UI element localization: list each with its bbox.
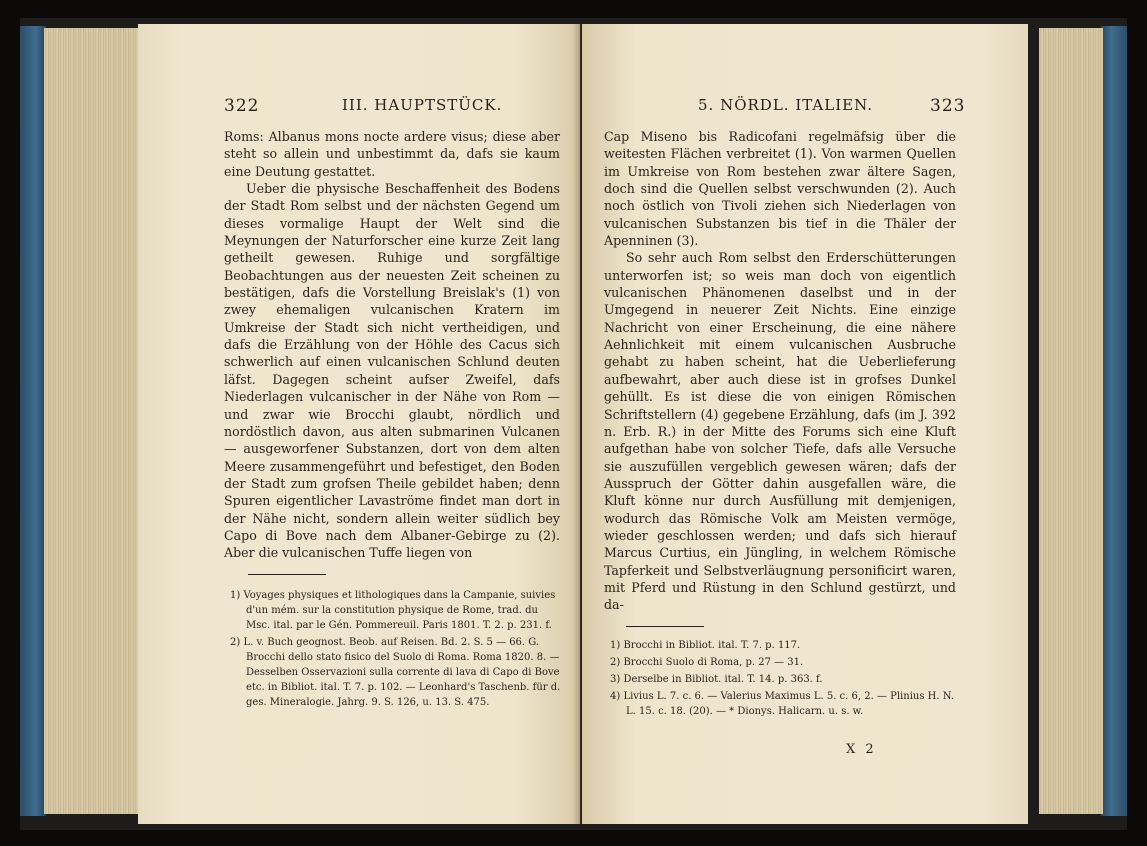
right-footnote-2: 2) Brocchi Suolo di Roma, p. 27 — 31. (610, 657, 804, 668)
right-body-text (604, 128, 956, 614)
cover-right (1101, 26, 1127, 816)
right-paragraph-1: Cap Miseno bis Radicofani regelmäfsig über die weitesten Flächen verbreitet (1). Von warmen Quellen im Umkreise von Rom bestehen zwar ältere Sagen, doch sind die Quellen selbst verschwunden (2). Auch noch östlich von Tivoli ziehen sich Niederlagen von vulcanischen Substanzen bis tief in die Thäler der Apenninen (3). (604, 129, 956, 249)
left-running-head: III. HAUPTSTÜCK. (342, 96, 503, 114)
right-page-number: 323 (930, 96, 966, 116)
left-paragraph-2: Ueber die physische Beschaffenheit des Bodens der Stadt Rom selbst und der nächsten Gegend um dieses vormalige Haupt der Welt sind die Meynungen der Naturforscher eine kurze Zeit lang getheilt gewesen. Ruhige und sorgfältige Beobachtungen aus der neuesten Zeit scheinen zu bestätigen, dafs die Vorstellung Breislak's (1) von zwey ehemaligen vulcanischen Kratern im Umkreise der Stadt sich nicht vertheidigen, und dafs die Erzählung von der Höhle des Cacus sich schwerlich auf einen vulcanischen Schlund deuten läfst. Dagegen scheint aufser Zweifel, dafs Niederlagen vulcanischer in der Nähe von Rom — und zwar wie Brocchi glaubt, nördlich und nordöstlich davon, aus alten submarinen Vulcanen — ausgeworfener Substanzen, dort von dem alten Meere zusammengeführt und befestiget, den Boden der Stadt zum grofsen Theile gebildet haben; denn Spuren eigentlicher Lavaströme findet man dort in der Nähe nicht, sondern allein weiter südlich bey Capo di Bove nach dem Albaner-Gebirge zu (2). Aber die vulcanischen Tuffe liegen von (224, 181, 560, 561)
right-footnote-4: 4) Livius L. 7. c. 6. — Valerius Maximus L. 5. c. 6, 2. — Plinius H. N. L. 15. c. 18. (20). — * Dionys. Halicarn. u. s. w. (610, 691, 955, 717)
page-edges-right (1039, 28, 1103, 814)
footnote-rule (248, 574, 326, 575)
right-footnotes (610, 638, 956, 721)
left-footnotes (230, 588, 562, 712)
left-footnote-2: 2) L. v. Buch geognost. Beob. auf Reisen. Bd. 2. S. 5 — 66. G. Brocchi dello stato fisico del Suolo di Roma. Roma 1820. 8. — Desselben Osservazioni sulla corrente di lava di Capo di Bove etc. in Bibliot. ital. T. 7. p. 102. — Leonhard's Taschenb. für d. ges. Mineralogie. Jahrg. 9. S. 126, u. 13. S. 475. (230, 637, 561, 708)
cover-left (20, 26, 46, 816)
right-paragraph-2: So sehr auch Rom selbst den Erderschütterungen unterworfen ist; so weis man doch von eigentlich vulcanischen Phänomenen daselbst und in der Umgegend in neuerer Zeit Nichts. Eine einzige Nachricht von einer Erscheinung, die eine nähere Aehnlichkeit mit einem vulcanischen Ausbruche gehabt zu haben scheint, hat die Ueberlieferung aufbewahrt, aber auch diese ist in grofses Dunkel gehüllt. Es ist diese die von einigen Römischen Schriftstellern (4) gegebene Erzählung, dafs (im J. 392 n. Erb. R.) in der Mitte des Forums sich eine Kluft aufgethan habe von solcher Tiefe, dafs alle Versuche sie auszufüllen vergeblich gewesen wären; dafs der Ausspruch der Götter dahin ausgefallen wäre, die Kluft könne nur durch Ausfüllung mit demjenigen, wodurch das Römische Volk am Meisten vermöge, wieder geschlossen werden; und dafs sich hierauf Marcus Curtius, ein Jüngling, in welchem Römische Tapferkeit und Selbstverläugnung personificirt waren, mit Pferd und Rüstung in den Schlund gestürzt, und da- (604, 250, 956, 613)
footnote-rule (626, 626, 704, 627)
right-footnote-1: 1) Brocchi in Bibliot. ital. T. 7. p. 117. (610, 640, 801, 651)
left-body-text (224, 128, 560, 562)
right-running-head: 5. NÖRDL. ITALIEN. (698, 96, 874, 114)
right-footnote-3: 3) Derselbe in Bibliot. ital. T. 14. p. 363. f. (610, 674, 823, 685)
right-page (582, 24, 1028, 824)
left-footnote-1: 1) Voyages physiques et lithologiques dans la Campanie, suivies d'un mém. sur la constitution physique de Rome, trad. du Msc. ital. par le Gén. Pommereuil. Paris 1801. T. 2. p. 231. f. (230, 590, 556, 631)
left-page-number: 322 (224, 96, 260, 116)
left-page (138, 24, 580, 824)
open-book (20, 18, 1127, 830)
left-paragraph-1: Roms: Albanus mons nocte ardere visus; diese aber steht so allein und unbestimmt da, dafs sie kaum eine Deutung gestattet. (224, 129, 560, 179)
signature-mark: X 2 (846, 742, 877, 757)
